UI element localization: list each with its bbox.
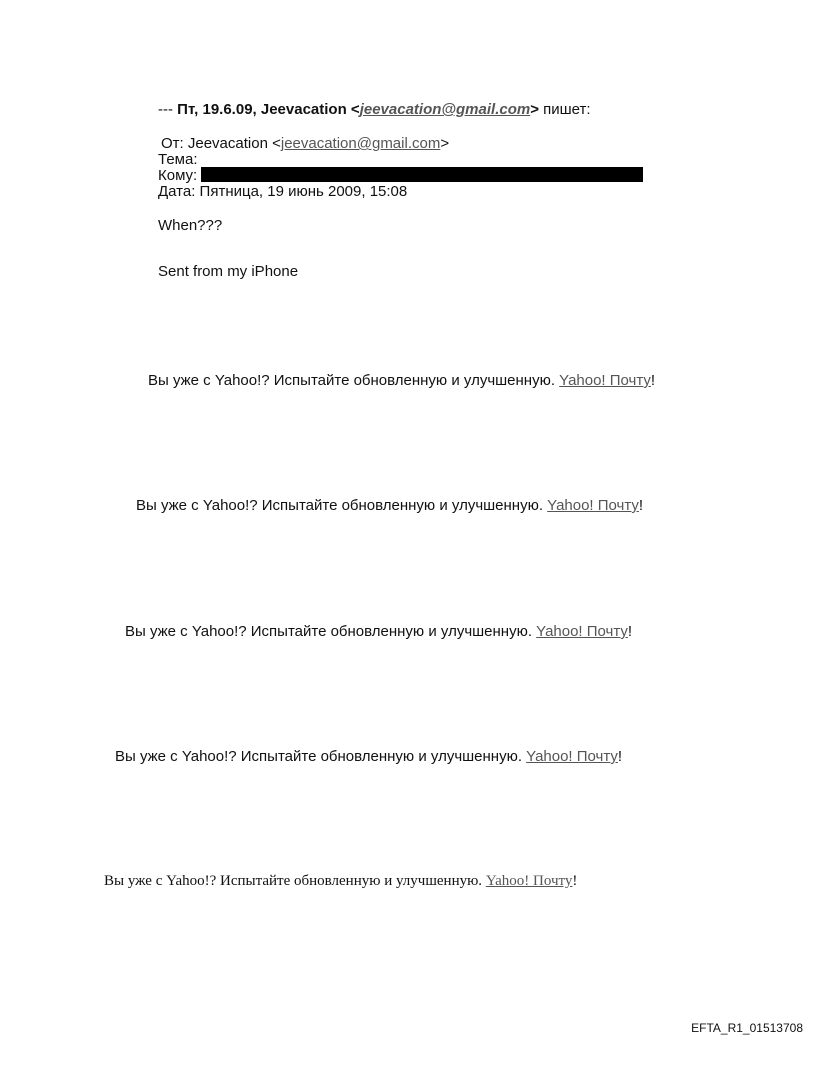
yahoo-promo: Вы уже с Yahoo!? Испытайте обновленную и улучшенную. Yahoo! Почту! xyxy=(115,748,623,765)
signature-line: Sent from my iPhone xyxy=(158,263,299,280)
sender-email-link[interactable]: jeevacation@gmail.com xyxy=(359,101,531,118)
date-field: Дата: Пятница, 19 июнь 2009, 15:08 xyxy=(158,183,408,200)
yahoo-mail-link[interactable]: Yahoo! Почту xyxy=(485,873,573,889)
subject-field: Тема: xyxy=(158,151,198,168)
yahoo-promo: Вы уже с Yahoo!? Испытайте обновленную и улучшенную. Yahoo! Почту! xyxy=(104,873,578,889)
yahoo-mail-link[interactable]: Yahoo! Почту xyxy=(559,372,651,389)
from-email-link[interactable]: jeevacation@gmail.com xyxy=(280,135,441,152)
from-field: От: Jeevacation <jeevacation@gmail.com> xyxy=(161,135,450,152)
yahoo-mail-link[interactable]: Yahoo! Почту xyxy=(547,497,639,514)
yahoo-promo: Вы уже с Yahoo!? Испытайте обновленную и улучшенную. Yahoo! Почту! xyxy=(148,372,656,389)
document-id: EFTA_R1_01513708 xyxy=(691,1021,803,1035)
yahoo-mail-link[interactable]: Yahoo! Почту xyxy=(526,748,618,765)
body-line: When??? xyxy=(158,217,223,234)
yahoo-promo: Вы уже с Yahoo!? Испытайте обновленную и улучшенную. Yahoo! Почту! xyxy=(136,497,644,514)
yahoo-mail-link[interactable]: Yahoo! Почту xyxy=(536,623,628,640)
yahoo-promo: Вы уже с Yahoo!? Испытайте обновленную и улучшенную. Yahoo! Почту! xyxy=(125,623,633,640)
to-field: Кому: xyxy=(158,167,643,184)
redaction-bar xyxy=(201,167,643,182)
quote-header: --- Пт, 19.6.09, Jeevacation <jeevacation@gmail.com> пишет: xyxy=(158,101,591,118)
